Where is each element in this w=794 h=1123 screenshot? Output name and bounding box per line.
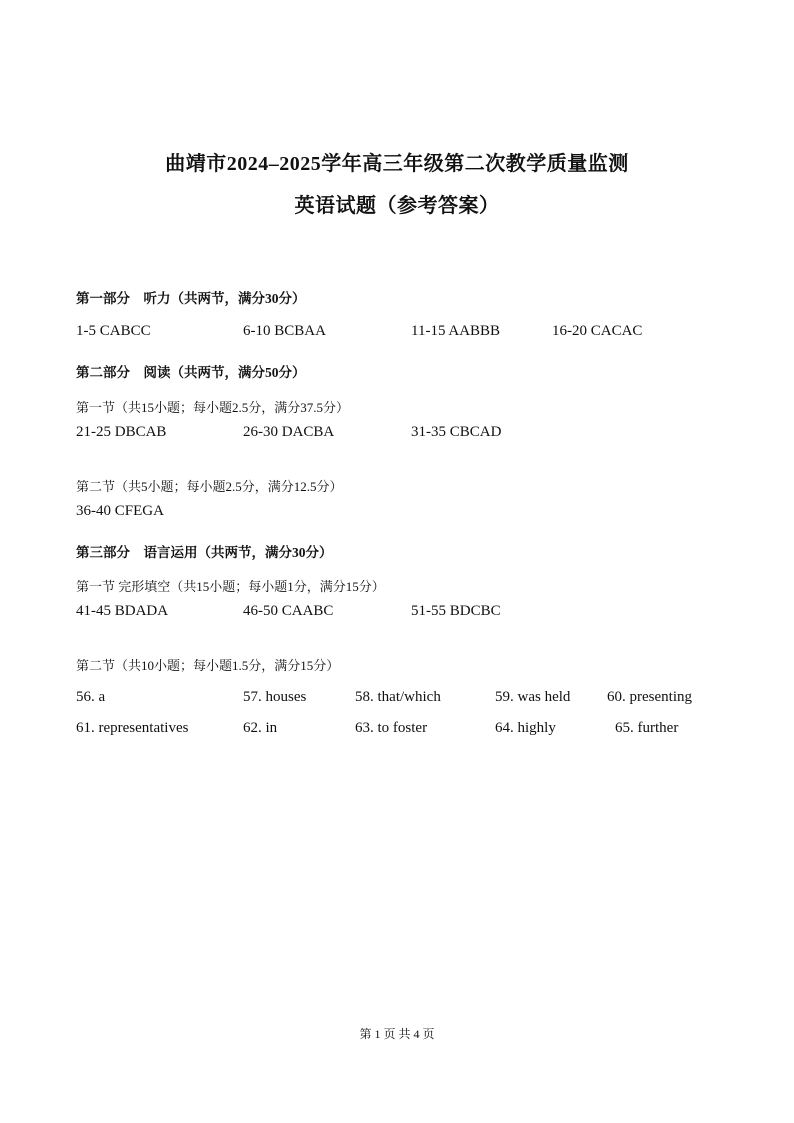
answer-item: 65. further [615,720,679,736]
part2-section1-heading: 第一节（共15小题；每小题2.5分，满分37.5分） [76,400,350,415]
answer-group: 51-55 BDCBC [411,603,501,619]
answer-group: 6-10 BCBAA [243,323,326,339]
part3-section1-heading: 第一节 完形填空（共15小题；每小题1分，满分15分） [76,579,385,594]
answer-group: 31-35 CBCAD [411,424,502,440]
answer-item: 62. in [243,720,278,736]
answer-item: 58. that/which [355,689,441,705]
answer-item: 56. a [76,689,106,705]
answer-group: 16-20 CACAC [552,323,643,339]
answer-item: 64. highly [495,720,556,736]
answer-group: 41-45 BDADA [76,603,169,619]
page-footer: 第 1 页 共 4 页 [359,1027,435,1041]
answer-item: 59. was held [495,689,571,705]
answer-item: 63. to foster [355,720,428,736]
answer-group: 1-5 CABCC [76,323,151,339]
answer-group: 36-40 CFEGA [76,503,164,519]
document-subtitle: 英语试题（参考答案） [294,195,500,217]
part2-heading: 第二部分 阅读（共两节，满分50分） [76,365,306,380]
answer-item: 57. houses [243,689,307,705]
answer-item: 61. representatives [76,720,189,736]
document-title: 曲靖市2024–2025学年高三年级第二次教学质量监测 [165,153,629,175]
answer-group: 21-25 DBCAB [76,424,167,440]
part2-section2-heading: 第二节（共5小题；每小题2.5分，满分12.5分） [76,479,343,494]
part3-section2-heading: 第二节（共10小题；每小题1.5分，满分15分） [76,658,340,673]
answer-group: 11-15 AABBB [411,323,501,339]
part3-heading: 第三部分 语言运用（共两节，满分30分） [76,545,333,560]
answer-group: 26-30 DACBA [243,424,335,440]
answer-item: 60. presenting [607,689,692,705]
part1-heading: 第一部分 听力（共两节，满分30分） [76,291,306,306]
answer-group: 46-50 CAABC [243,603,334,619]
